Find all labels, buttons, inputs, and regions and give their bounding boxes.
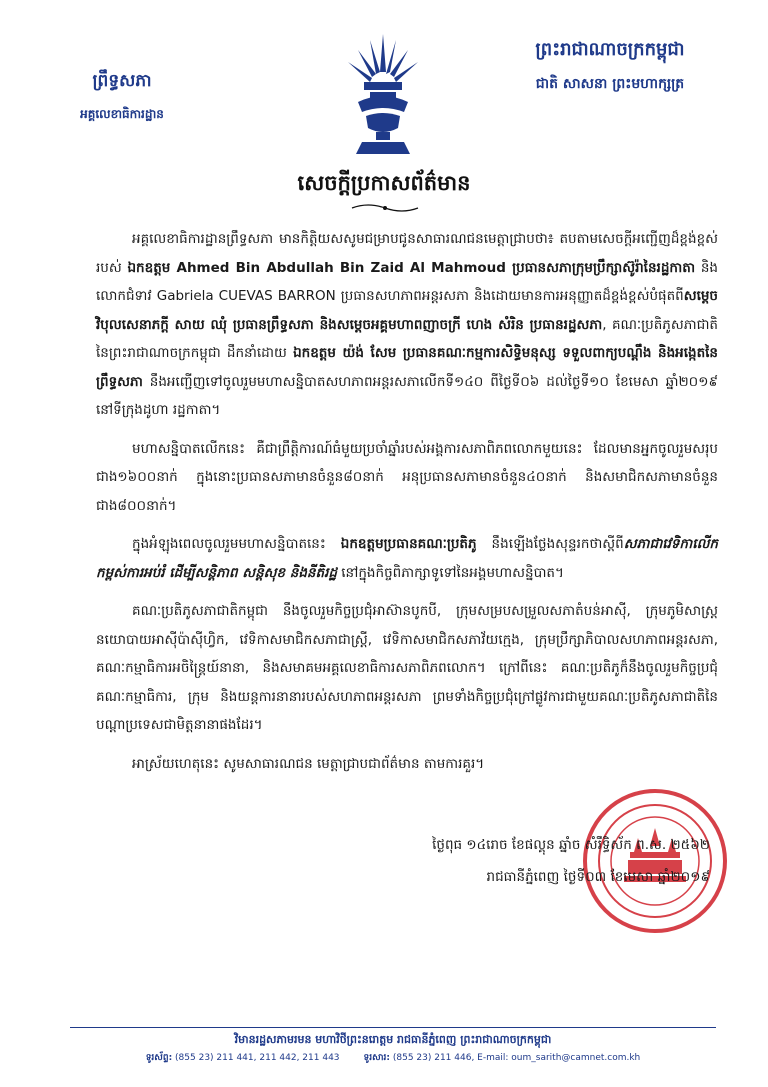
telephone-value: (855 23) 211 441, 211 442, 211 443 bbox=[175, 1053, 340, 1063]
royal-emblem-icon bbox=[340, 32, 426, 162]
solar-date: រាជធានីភ្នំពេញ ថ្ងៃទី០៣ ខែមេសា ឆ្នាំ២០១៩ bbox=[486, 869, 710, 885]
paragraph-text-run: នៅក្នុងកិច្ចពិភាក្សាទូទៅនៃអង្គមហាសន្និបាត។ bbox=[336, 564, 564, 581]
paragraph-text-run: នឹងអញ្ជើញទៅចូលរួមមហាសន្និបាតសហភាពអន្តរសភាលើកទី១៤០ ពីថ្ងៃទី០៦ ដល់ថ្ងៃទី១០ ខែមេសា ឆ្នាំ២០១៩ នៅទីក្រុងដូហា រដ្ឋកាតា។ bbox=[96, 373, 718, 418]
body-text bbox=[96, 225, 718, 788]
kingdom-name: ព្រះរាជាណាចក្រកម្ពុជា bbox=[535, 39, 685, 60]
paragraph-text-run: គណៈប្រតិភូសភាជាតិកម្ពុជា នឹងចូលរួមកិច្ចប្រជុំអាស៊ានបូកបី, ក្រុមសម្របសម្រួលសភាតំបន់អាស៊ី, ក្រុមភូមិសាស្ត្រនយោបាយអាស៊ីប៉ាស៊ីហ្វិក, វេទិកាសមាជិកសភាជាស្ត្រី, វេទិកាសមាជិកសភាវ័យក្មេង, ក្រុមប្រឹក្សាភិបាលសហភាពអន្តរសភា, គណៈកម្មាធិការអចិន្ត្រៃយ៍នានា, និងសមាគមអគ្គលេខាធិការសភាពិភពលោក។ ក្រៅពីនេះ គណៈប្រតិភូក៏នឹងចូលរួមកិច្ចប្រជុំគណៈកម្មាធិការ, ក្រុម និងយន្តការនានារបស់សហភាពអន្តរសភា ព្រមទាំងកិច្ចប្រជុំក្រៅផ្លូវការជាមួយគណៈប្រតិភូសភាជាតិនៃបណ្តាប្រទេសជាមិត្តនានាផងដែរ។ bbox=[96, 603, 718, 733]
body-paragraph bbox=[96, 597, 718, 740]
fax-value: (855 23) 211 446, E-mail: oum_sarith@camnet.com.kh bbox=[392, 1053, 641, 1063]
body-paragraph bbox=[96, 225, 718, 425]
paragraph-text-run: អគ្គលេខាធិការដ្ឋានព្រឹទ្ធសភា មានកិត្តិយសសូមជម្រាបជូនសាធារណជនមេត្តាជ្រាបថា៖ តបតាមសេចក្តីអញ្ជើញដ៏ខ្ពង់ខ្ពស់របស់ bbox=[96, 231, 718, 276]
ornament-icon bbox=[350, 202, 420, 214]
paragraph-text-run: នឹងឡើងថ្លែងសុន្ទរកថាស្តីពី bbox=[476, 536, 624, 552]
paragraph-text-run: ឯកឧត្តម យ៉ង់ សែម ប្រធានគណៈកម្មការសិទ្ធិមនុស្ស ទទួលពាក្យបណ្តឹង និងអង្កេតនៃព្រឹទ្ធសភា bbox=[96, 345, 718, 390]
footer-telephone bbox=[146, 1052, 340, 1065]
paragraph-text-run: ក្នុងអំឡុងពេលចូលរួមមហាសន្និបាតនេះ bbox=[132, 536, 341, 552]
national-motto: ជាតិ សាសនា ព្រះមហាក្សត្រ bbox=[535, 76, 685, 92]
paragraph-text-run: ឯកឧត្តម Ahmed Bin Abdullah Bin Zaid Al Mahmoud ប្រធានសភាក្រុមប្រឹក្សាស៊ូរ៉ានៃរដ្ឋកាតា bbox=[127, 259, 696, 276]
paragraph-text-run: ឯកឧត្តមប្រធានគណៈប្រតិភូ bbox=[340, 536, 477, 552]
paragraph-text-run: អាស្រ័យហេតុនេះ សូមសាធារណជន មេត្តាជ្រាបជាព័ត៌មាន តាមការគួរ។ bbox=[132, 755, 485, 772]
telephone-label: ទូរស័ព្ទ: bbox=[145, 1053, 173, 1063]
institution-name: ព្រឹទ្ធសភា bbox=[92, 71, 152, 91]
document-title: សេចក្តីប្រកាសព័ត៌មាន bbox=[297, 171, 471, 195]
fax-label: ទូរសារ: bbox=[363, 1053, 390, 1063]
paragraph-text-run: មហាសន្និបាតលើកនេះ គឺជាព្រឹត្តិការណ៍ធំមួយប្រចាំឆ្នាំរបស់អង្គការសភាពិភពលោកមួយនេះ ដែលមានអ្នកចូលរួមសរុបជាង១៦០០នាក់ ក្នុងនោះប្រធានសភាមានចំនួន៨០នាក់ អនុប្រធានសភាមានចំនួន៤០នាក់ និងសមាជិកសភាមានចំនួនជាង៨០០នាក់។ bbox=[96, 440, 718, 514]
paragraph-text-run: សភាជាវេទិកាលើកកម្ពស់ការអប់រំ ដើម្បីសន្តិភាព សន្តិសុខ និងនីតិរដ្ឋ bbox=[96, 536, 718, 581]
paragraph-text-run: សម្តេចវិបុលសេនាភក្តី សាយ ឈុំ ប្រធានព្រឹទ្ធសភា និងសម្តេចអគ្គមហាពញាចក្រី ហេង សំរិន ប្រធានរដ្ឋសភា bbox=[96, 288, 718, 333]
footer-address: វិមានរដ្ឋសភាមរមន មហាវិថីព្រះនរោត្តម រាជធានីភ្នំពេញ ព្រះរាជាណាចក្រកម្ពុជា bbox=[234, 1033, 552, 1046]
footer bbox=[70, 1032, 716, 1065]
footer-fax bbox=[364, 1052, 641, 1065]
footer-contacts bbox=[70, 1052, 716, 1065]
paragraph-text-run: និងលោកជំទាវ Gabriela CUEVAS BARRON ប្រធានសហភាពអន្តរសភា និងដោយមានការអនុញ្ញាតដ៏ខ្ពង់ខ្ពស់បំផុតពី bbox=[96, 259, 718, 304]
lunar-date: ថ្ងៃពុធ ១៤រោច ខែផល្គុន ឆ្នាំច សំរឹទ្ធិស័ក ព.ស. ២៥៦២ bbox=[432, 837, 710, 853]
body-paragraph bbox=[96, 530, 718, 587]
official-seal-icon bbox=[580, 786, 730, 936]
footer-divider bbox=[70, 1027, 716, 1028]
department-name: អគ្គលេខាធិការដ្ឋាន bbox=[80, 107, 164, 121]
issuer-block bbox=[62, 70, 182, 124]
body-paragraph bbox=[96, 435, 718, 521]
body-paragraph bbox=[96, 750, 718, 779]
paragraph-text-run: , គណៈប្រតិភូសភាជាតិនៃព្រះរាជាណាចក្រកម្ពុជា ដឹកនាំដោយ bbox=[96, 316, 718, 361]
kingdom-block bbox=[510, 38, 710, 95]
